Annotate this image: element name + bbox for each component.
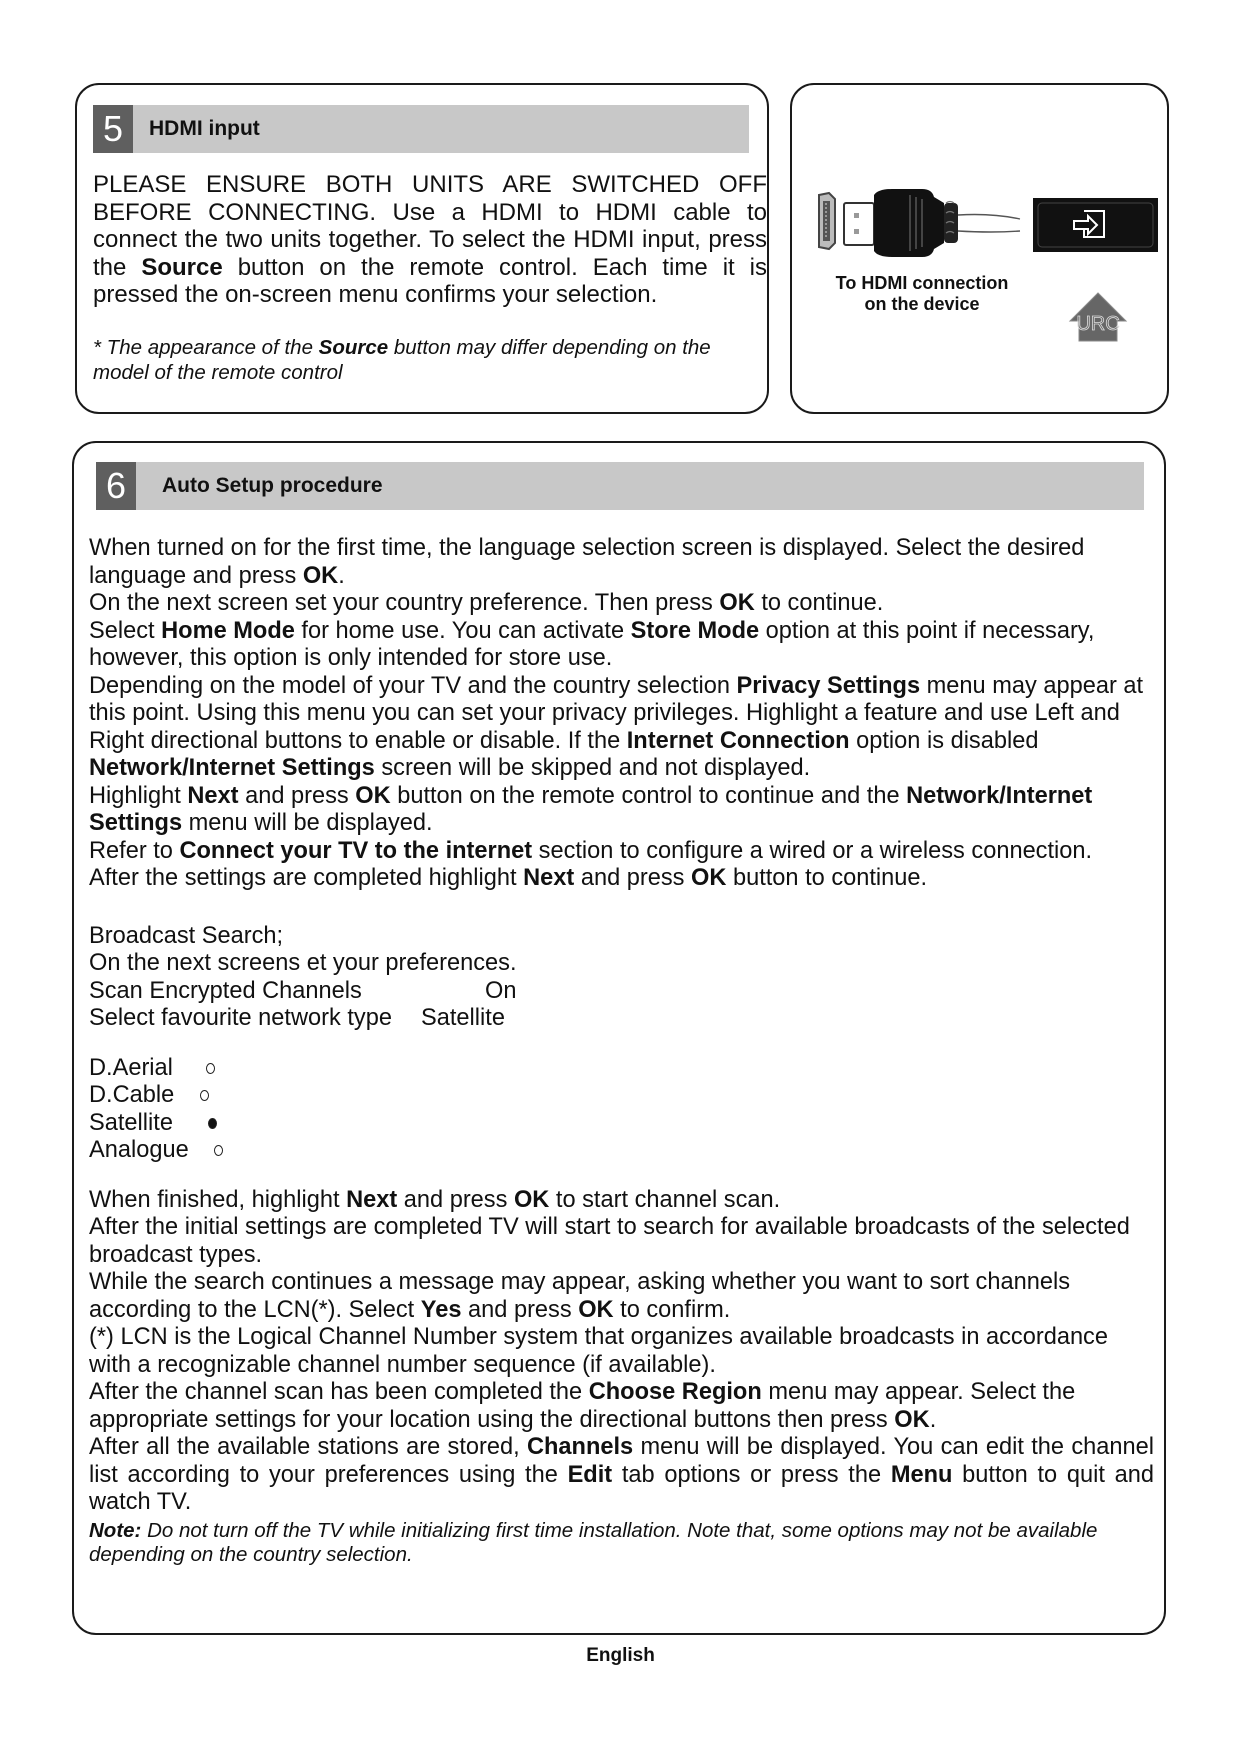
text-run: Do not turn off the TV while initializing first time installation. Note that, some options may not be available depending on the country selection. [89, 1518, 1098, 1566]
emphasis-text: OK [513, 1186, 550, 1213]
emphasis-text: OK [691, 865, 727, 891]
broadcast-heading: Broadcast Search; [89, 922, 284, 949]
emphasis-text: Menu [890, 1461, 953, 1488]
emphasis-text: Next [346, 1186, 398, 1213]
hdmi-plug-icon [844, 189, 1020, 257]
text-run: option at this point if necessary, however, this option is only intended for store use. [89, 617, 1095, 671]
paragraph [89, 783, 1154, 838]
section-auto-setup [72, 441, 1166, 1635]
text-run: PLEASE ENSURE BOTH UNITS ARE SWITCHED OFF BEFORE CONNECTING. Use a HDMI to HDMI cable to connect the two units together. To select the HDMI input, press the [93, 171, 767, 281]
network-type-option[interactable] [89, 1137, 1154, 1165]
text-run: While the search continues a message may appear, asking whether you want to sort channels according to the LCN(*). Select [89, 1269, 1070, 1323]
option-label: Satellite [89, 1109, 173, 1136]
text-run: menu will be displayed. [182, 810, 433, 836]
text-run: section to configure a wired or a wireless connection. [532, 837, 1093, 864]
option-label: Analogue [89, 1137, 189, 1163]
text-run: Depending on the model of your TV and the country selection [89, 672, 737, 699]
text-run: . [338, 562, 345, 589]
text-run: After the channel scan has been completed the [89, 1379, 589, 1405]
broadcast-intro: On the next screens et your preferences. [89, 950, 517, 976]
text-run: menu may appear at this point. Using this menu you can set your privacy privileges. Highlight a feature and use Left and Right directional buttons to enable or disable. If the [89, 672, 1144, 754]
paragraph [89, 1324, 1154, 1379]
text-run: option is disabled [849, 727, 1039, 754]
emphasis-text: Store Mode [630, 617, 760, 644]
emphasis-text: Yes [420, 1296, 462, 1323]
paragraph [89, 1269, 1154, 1324]
text-run: button on the remote control. Each time it is pressed the on-screen menu confirms your selection. [93, 253, 768, 309]
setting-row-scan-encrypted [89, 978, 1154, 1006]
emphasis-text: OK [894, 1406, 930, 1433]
section-number: 5 [93, 105, 133, 153]
emphasis-text: Internet Connection [626, 727, 850, 754]
paragraph [89, 590, 1154, 618]
hdmi-caption [812, 273, 1032, 315]
text-run: tab options or press the [612, 1461, 891, 1488]
setting-value: Satellite [421, 1005, 505, 1031]
emphasis-text: Privacy Settings [736, 672, 921, 699]
paragraph [89, 865, 1154, 893]
section-header [93, 105, 749, 153]
section-header [96, 462, 1144, 510]
text-run: Select [89, 617, 162, 644]
radio-unselected-icon[interactable] [214, 1145, 223, 1156]
radio-selected-icon[interactable] [208, 1118, 217, 1129]
emphasis-text: Connect your TV to the internet [179, 837, 533, 864]
text-run: button may differ depending on the model of the remote control [93, 336, 711, 384]
section-number: 6 [96, 462, 136, 510]
emphasis-text: Home Mode [161, 617, 295, 644]
text-run: and press [238, 782, 356, 809]
text-run: to continue. [754, 590, 884, 616]
paragraph [89, 1434, 1154, 1517]
caption-line-2: on the device [864, 294, 980, 314]
text-run: . [929, 1406, 937, 1433]
text-run: screen will be skipped and not displayed. [374, 755, 811, 781]
text-run: button on the remote control to continue and the [390, 782, 907, 809]
emphasis-text: OK [355, 782, 391, 809]
emphasis-text: Network/Internet Settings [89, 755, 375, 781]
network-type-option[interactable] [89, 1055, 1154, 1083]
radio-unselected-icon[interactable] [200, 1090, 209, 1101]
source-button-note [93, 335, 753, 385]
section-title: HDMI input [149, 117, 260, 140]
text-run: When turned on for the first time, the language selection screen is displayed. Select the desired language and press [89, 535, 1085, 589]
emphasis-text: Next [187, 782, 239, 809]
text-run: for home use. You can activate [294, 617, 631, 644]
emphasis-text: Source [141, 253, 223, 281]
paragraph [89, 1242, 1154, 1270]
hdmi-illustration-panel [790, 83, 1169, 414]
paragraph [89, 1187, 1154, 1215]
paragraph [89, 1379, 1154, 1434]
emphasis-text: OK [719, 590, 755, 616]
network-type-options [89, 1055, 1154, 1165]
setting-label: Select favourite network type [89, 1005, 392, 1031]
hdmi-illustration [792, 85, 1171, 416]
paragraph [89, 673, 1154, 783]
network-type-option[interactable] [89, 1082, 1154, 1110]
setting-row-network-type [89, 1005, 1154, 1033]
emphasis-text: OK [578, 1296, 614, 1323]
text-run: to start channel scan. [549, 1186, 781, 1213]
text-run: and press [574, 865, 691, 891]
text-run: broadcast types. [89, 1241, 263, 1268]
emphasis-text: Network/Internet Settings [89, 782, 1093, 836]
emphasis-text: Note: [89, 1518, 142, 1542]
section-title: Auto Setup procedure [162, 474, 383, 497]
emphasis-text: Choose Region [588, 1379, 762, 1405]
text-run: After the settings are completed highlight [89, 865, 524, 891]
paragraph [89, 1214, 1154, 1242]
text-run: menu may appear. Select the appropriate settings for your location using the directional buttons then press [89, 1379, 1076, 1433]
text-run: When finished, highlight [89, 1186, 347, 1213]
emphasis-text: Next [523, 865, 575, 891]
source-input-icon [1033, 198, 1158, 252]
scan-paragraphs [89, 1187, 1154, 1517]
text-run: On the next screen set your country preference. Then press [89, 590, 720, 616]
svg-text:URC: URC [1076, 313, 1120, 335]
text-run: (*) LCN is the Logical Channel Number system that organizes available broadcasts in accordance with a recognizable channel number sequence (if available). [89, 1324, 1108, 1378]
emphasis-text: Channels [526, 1434, 634, 1460]
text-run: and press [397, 1186, 514, 1213]
setting-value: On [485, 977, 517, 1004]
text-run: button to quit and watch TV. [89, 1461, 1154, 1515]
text-run: Highlight [89, 782, 188, 809]
section-hdmi-input [75, 83, 769, 414]
text-run: and press [461, 1296, 579, 1323]
emphasis-text: OK [302, 562, 339, 589]
emphasis-text: Source [318, 336, 389, 359]
paragraph [89, 618, 1154, 673]
setup-paragraphs [89, 535, 1154, 893]
paragraph [89, 838, 1154, 866]
page-footer-language: English [586, 1645, 655, 1666]
text-run: * The appearance of the [93, 336, 319, 359]
text-run: After the initial settings are completed TV will start to search for available broadcasts of the selected [89, 1214, 1130, 1240]
text-run: Refer to [89, 837, 180, 864]
option-label: D.Aerial [89, 1054, 173, 1081]
text-run: After all the available stations are stored, [89, 1434, 527, 1460]
caption-line-1: To HDMI connection [835, 273, 1009, 293]
setting-label: Scan Encrypted Channels [89, 977, 362, 1004]
hdmi-instructions [93, 171, 767, 309]
paragraph [89, 535, 1154, 590]
hdmi-port-icon [819, 193, 835, 249]
text-run: button to continue. [726, 865, 928, 891]
network-type-option[interactable] [89, 1110, 1154, 1138]
auto-setup-body [89, 535, 1154, 1567]
text-run: menu will be displayed. You can edit the channel list according to your preferences using the [89, 1434, 1154, 1488]
up-arrow-icon [1070, 293, 1126, 341]
option-label: D.Cable [89, 1082, 175, 1108]
radio-unselected-icon[interactable] [206, 1063, 215, 1074]
emphasis-text: Edit [567, 1461, 613, 1488]
installation-note [89, 1519, 1154, 1567]
text-run: to confirm. [613, 1296, 731, 1323]
